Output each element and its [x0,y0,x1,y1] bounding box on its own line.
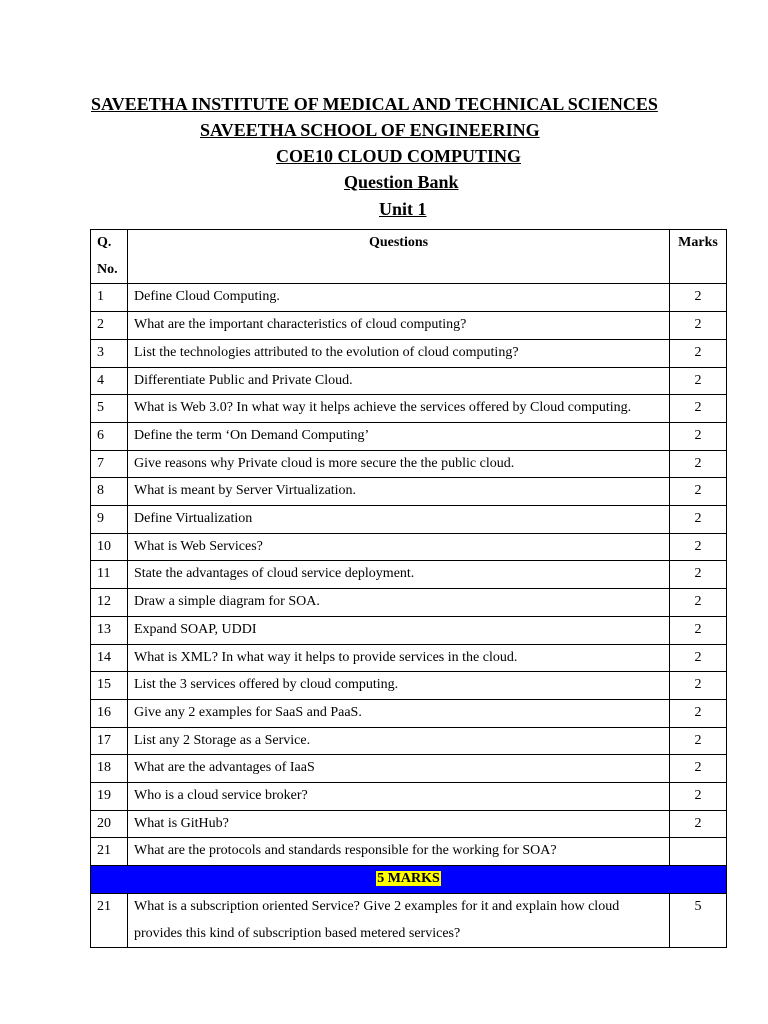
table-row [91,783,727,811]
question-number-cell: 21 [91,838,128,866]
marks-cell: 2 [670,755,727,783]
marks-cell: 2 [670,422,727,450]
marks-cell: 2 [670,672,727,700]
question-number-cell: 21 [91,893,128,947]
question-text-cell: What is GitHub? [128,810,670,838]
question-number-cell: 10 [91,533,128,561]
question-text-cell: Give any 2 examples for SaaS and PaaS. [128,699,670,727]
question-text-cell: List the 3 services offered by cloud computing. [128,672,670,700]
question-text-cell: Define Virtualization [128,506,670,534]
question-text-cell: State the advantages of cloud service deployment. [128,561,670,589]
question-text-cell: What are the protocols and standards responsible for the working for SOA? [128,838,670,866]
table-row [91,727,727,755]
question-number-cell: 8 [91,478,128,506]
marks-cell [670,838,727,866]
table-row [91,616,727,644]
question-number-cell: 15 [91,672,128,700]
question-text-cell: Give reasons why Private cloud is more secure the the public cloud. [128,450,670,478]
header-questions: Questions [128,230,670,284]
marks-cell: 2 [670,727,727,755]
table-row [91,755,727,783]
marks-cell: 2 [670,395,727,423]
table-row [91,893,727,947]
marks-cell: 2 [670,589,727,617]
header-marks: Marks [670,230,727,284]
table-row [91,284,727,312]
marks-cell: 2 [670,367,727,395]
unit-heading: Unit 1 [379,199,427,219]
question-number-cell: 20 [91,810,128,838]
table-row [91,672,727,700]
question-number-cell: 4 [91,367,128,395]
course-heading: COE10 CLOUD COMPUTING [276,146,522,166]
question-number-cell: 9 [91,506,128,534]
question-number-cell: 1 [91,284,128,312]
question-text-cell: What is Web 3.0? In what way it helps achieve the services offered by Cloud computing. [128,395,670,423]
header-question-number [91,230,128,284]
section-label: 5 MARKS [377,871,440,887]
question-text-cell: What are the advantages of IaaS [128,755,670,783]
marks-cell: 5 [670,893,727,947]
marks-cell: 2 [670,450,727,478]
table-row [91,367,727,395]
school-heading: SAVEETHA SCHOOL OF ENGINEERING [200,120,540,140]
marks-cell: 2 [670,783,727,811]
question-text-cell: Expand SOAP, UDDI [128,616,670,644]
table-row [91,533,727,561]
marks-cell: 2 [670,616,727,644]
questions-table [90,229,727,948]
question-text-cell: Who is a cloud service broker? [128,783,670,811]
question-text-cell: Define Cloud Computing. [128,284,670,312]
marks-cell: 2 [670,533,727,561]
marks-cell: 2 [670,561,727,589]
table-row [91,589,727,617]
marks-cell: 2 [670,506,727,534]
question-text-cell: List the technologies attributed to the evolution of cloud computing? [128,339,670,367]
table-row [91,644,727,672]
marks-cell: 2 [670,478,727,506]
marks-cell: 2 [670,312,727,340]
marks-cell: 2 [670,284,727,312]
institute-heading: SAVEETHA INSTITUTE OF MEDICAL AND TECHNICAL SCIENCES [91,94,658,114]
questions-table-body [91,284,727,948]
question-text-cell: Draw a simple diagram for SOA. [128,589,670,617]
table-row [91,478,727,506]
section-header-cell [91,866,727,894]
question-number-cell: 5 [91,395,128,423]
question-number-cell: 12 [91,589,128,617]
question-text-cell: What is a subscription oriented Service? Give 2 examples for it and explain how cloud provides this kind of subscription based metered services? [128,893,670,947]
question-text-cell: What is Web Services? [128,533,670,561]
question-text-cell: What are the important characteristics of cloud computing? [128,312,670,340]
question-number-cell: 2 [91,312,128,340]
question-number-cell: 3 [91,339,128,367]
table-row [91,699,727,727]
question-text-cell: Differentiate Public and Private Cloud. [128,367,670,395]
marks-cell: 2 [670,810,727,838]
document-title: Question Bank [344,172,459,192]
question-text-cell: What is XML? In what way it helps to provide services in the cloud. [128,644,670,672]
question-number-cell: 6 [91,422,128,450]
table-row [91,810,727,838]
table-header-row [91,230,727,284]
question-number-cell: 7 [91,450,128,478]
question-number-cell: 13 [91,616,128,644]
table-row [91,506,727,534]
question-text-cell: List any 2 Storage as a Service. [128,727,670,755]
question-number-cell: 18 [91,755,128,783]
question-number-cell: 11 [91,561,128,589]
question-text-cell: Define the term ‘On Demand Computing’ [128,422,670,450]
question-number-cell: 14 [91,644,128,672]
table-row [91,339,727,367]
table-row [91,395,727,423]
table-row [91,422,727,450]
question-text-cell: What is meant by Server Virtualization. [128,478,670,506]
section-header-row [91,866,727,894]
question-number-cell: 16 [91,699,128,727]
question-number-cell: 19 [91,783,128,811]
marks-cell: 2 [670,644,727,672]
marks-cell: 2 [670,339,727,367]
question-number-cell: 17 [91,727,128,755]
header-no-line2: No. [97,261,118,277]
marks-cell: 2 [670,699,727,727]
table-row [91,838,727,866]
table-row [91,561,727,589]
table-row [91,312,727,340]
header-no-line1: Q. [97,235,112,250]
table-row [91,450,727,478]
